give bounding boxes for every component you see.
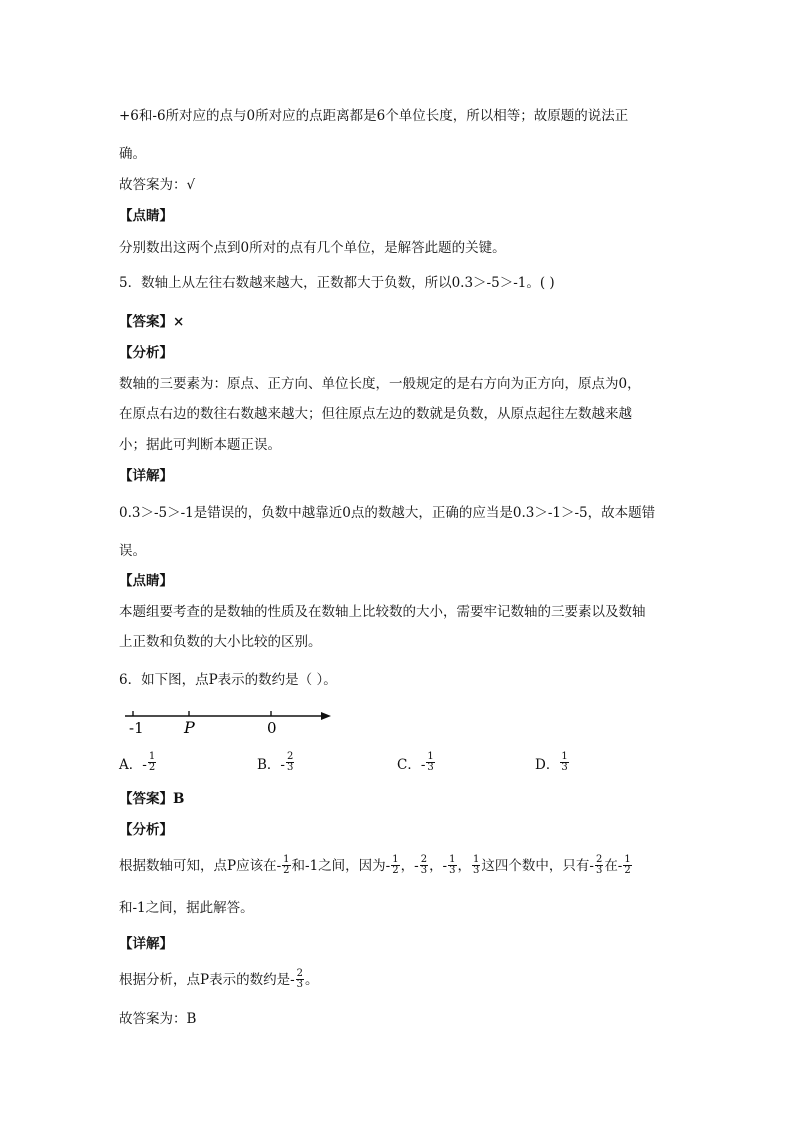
option-b-label: B．-: [257, 756, 285, 773]
text-line: 数轴的三要素为：原点、正方向、单位长度，一般规定的是右方向为正方向，原点为0，: [119, 376, 641, 392]
section-heading: 【分析】: [119, 822, 173, 838]
text-line: 误。: [119, 543, 146, 559]
option-a-label: A．-: [119, 756, 147, 773]
section-heading: 【点睛】: [119, 208, 173, 224]
fraction: $\frac{1}{3}$: [427, 751, 434, 773]
section-heading: 【分析】: [119, 345, 173, 361]
question-5: 5．数轴上从左往右数越来越大，正数都大于负数，所以0.3＞-5＞-1。( ): [119, 275, 555, 291]
fraction: $\frac{2}{3}$: [296, 968, 304, 990]
fraction: $\frac{2}{3}$: [286, 751, 294, 773]
section-heading: 【点睛】: [119, 573, 173, 589]
text-line: 本题组要考查的是数轴的性质及在数轴上比较数的大小，需要牢记数轴的三要素以及数轴: [119, 604, 646, 620]
text-line: 在原点右边的数往右数越来越大；但往原点左边的数就是负数，从原点起往左数越来越: [119, 406, 632, 422]
text-line: 分别数出这两个点到0所对的点有几个单位，是解答此题的关键。: [119, 240, 506, 256]
text-line: 确。: [119, 146, 146, 162]
analysis-line: 根据数轴可知，点P应该在- $\frac{1}{2}$ 和-1之间，因为- $\frac{1}{2}$ ，- $\frac{2}{3}$ ，- $\frac{1}{3}$ ， $\frac{1}{3}$ 这四个数中，只有- $\frac{2}{3}$ 在- $\frac{1}{2}$: [119, 854, 631, 876]
arrow-head-icon: [321, 712, 331, 720]
option-a[interactable]: [119, 752, 157, 773]
text-line: 小；据此可判断本题正误。: [119, 437, 281, 453]
option-b[interactable]: [257, 752, 295, 773]
fraction: $\frac{1}{3}$: [561, 751, 568, 773]
fraction: $\frac{2}{3}$: [595, 854, 603, 876]
option-d-label: D．: [535, 756, 560, 773]
option-c[interactable]: [397, 752, 436, 773]
question-6: 6．如下图，点P表示的数约是（ ）。: [119, 672, 337, 688]
tick-label-zero: 0: [267, 719, 277, 737]
fraction: $\frac{1}{3}$: [449, 854, 456, 876]
fraction: $\frac{1}{3}$: [473, 854, 480, 876]
fraction: $\frac{1}{2}$: [283, 854, 290, 876]
tick-label-minus-one: -1: [129, 719, 144, 737]
answer-line: 故答案为：B: [119, 1011, 197, 1027]
fraction: $\frac{1}{2}$: [148, 751, 156, 773]
number-line-figure: [119, 702, 339, 738]
answer-line: 故答案为：√: [119, 177, 196, 193]
answer-heading: 【答案】B: [119, 791, 185, 807]
section-heading: 【详解】: [119, 936, 173, 952]
text-line: +6和-6所对应的点与0所对应的点距离都是6个单位长度，所以相等；故原题的说法正: [119, 108, 629, 124]
section-heading: 【详解】: [119, 468, 173, 484]
detail-line: 根据分析，点P表示的数约是- $\frac{2}{3}$ 。: [119, 968, 319, 990]
answer-heading: 【答案】×: [119, 314, 185, 330]
text-line: 上正数和负数的大小比较的区别。: [119, 634, 322, 650]
text-line: 0.3＞-5＞-1是错误的，负数中越靠近0点的数越大，正确的应当是0.3＞-1＞-5，故本题错: [119, 505, 656, 521]
fraction: $\frac{1}{2}$: [392, 854, 399, 876]
fraction: $\frac{2}{3}$: [420, 854, 428, 876]
text-line: 和-1之间，据此解答。: [119, 900, 254, 916]
option-c-label: C．-: [397, 756, 426, 773]
fraction: $\frac{1}{2}$: [624, 854, 631, 876]
option-d[interactable]: [535, 752, 570, 773]
point-label-p: P: [184, 718, 195, 737]
